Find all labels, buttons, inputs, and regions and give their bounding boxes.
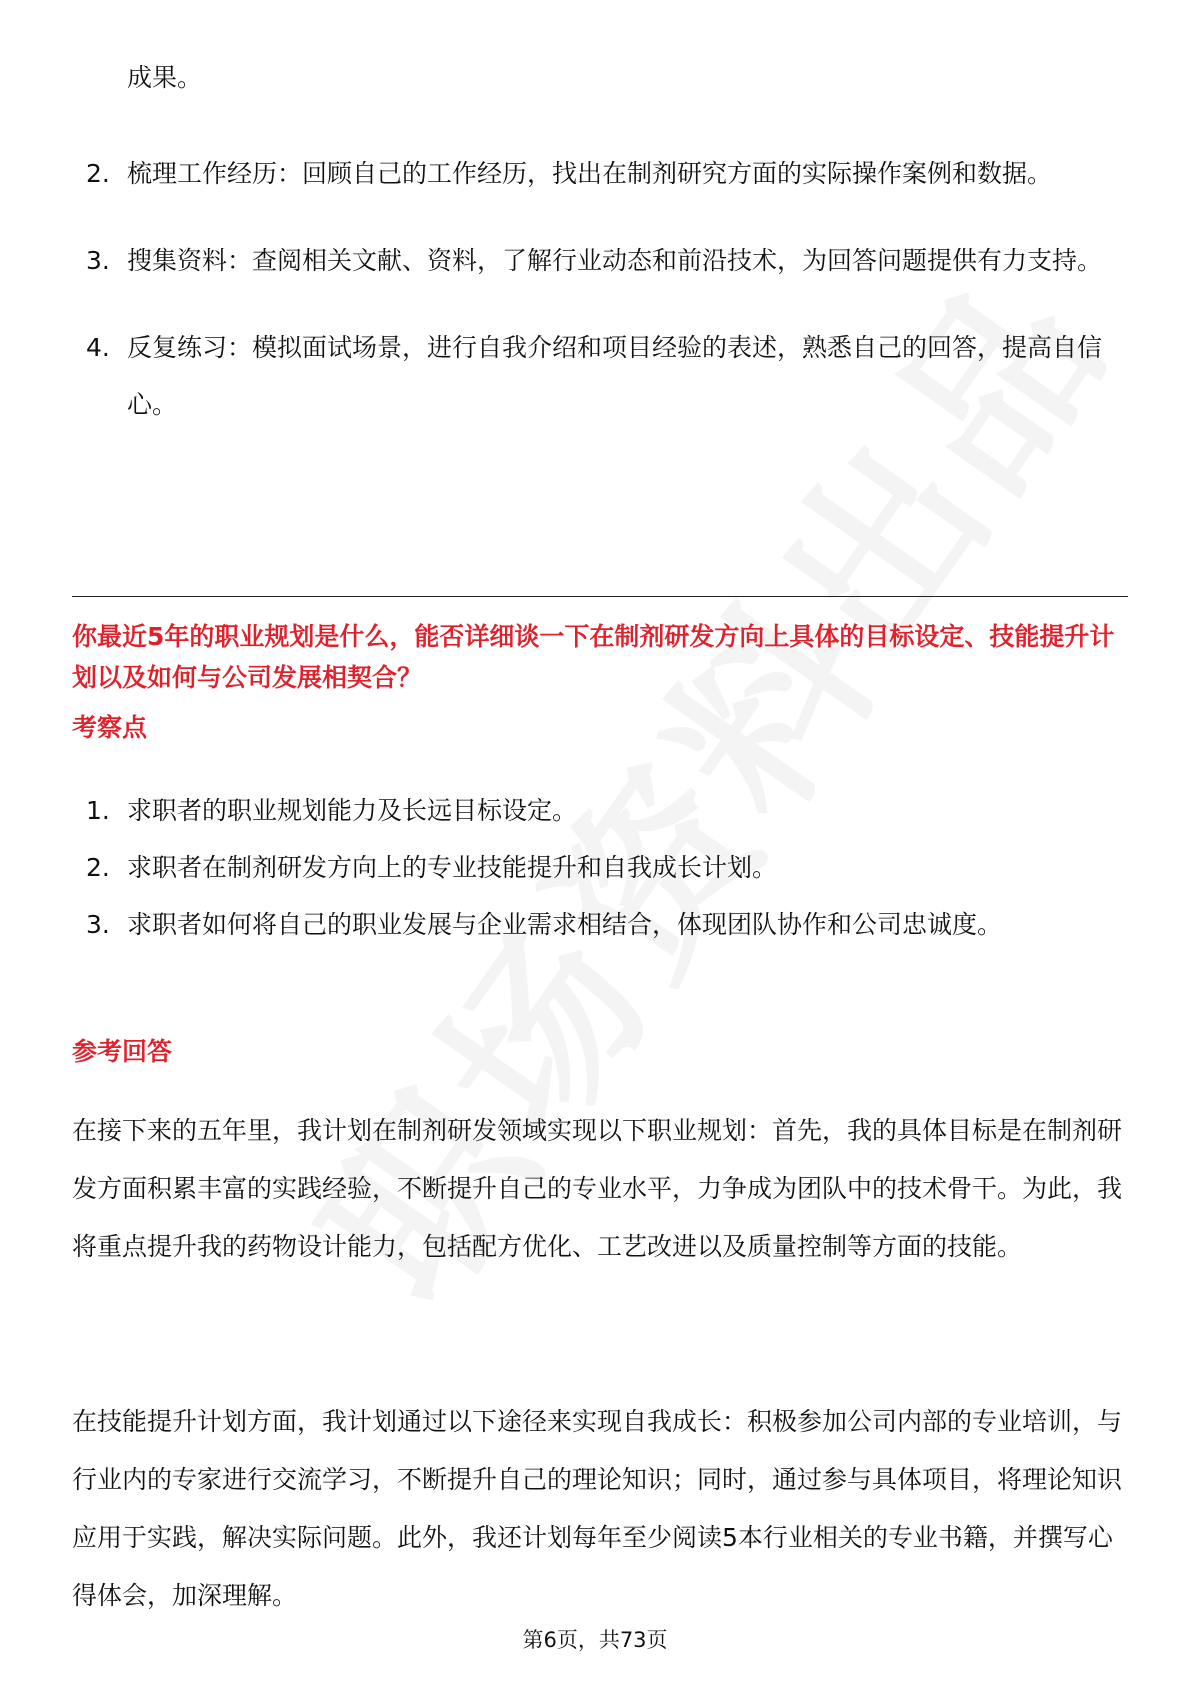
list-item: [72, 232, 1132, 289]
continued-text: 成果。: [127, 63, 203, 92]
list-text: 求职者如何将自己的职业发展与企业需求相结合，体现团队协作和公司忠诚度。: [127, 910, 1003, 939]
points-heading: 考察点: [72, 713, 148, 742]
answer-paragraph: 在技能提升计划方面，我计划通过以下途径来实现自我成长：积极参加公司内部的专业培训，与行业内的专家进行交流学习，不断提升自己的理论知识；同时，通过参与具体项目，将理论知识应用于实践，解决实际问题。此外，我还计划每年至少阅读5本行业相关的专业书籍，并撰写心得体会，加深理解。: [72, 1407, 1123, 1610]
list-item: [72, 319, 1132, 433]
list-item: [72, 839, 1132, 896]
preparation-steps-list: [72, 145, 1132, 463]
section-divider: [72, 596, 1128, 597]
answer-heading: 参考回答: [72, 1037, 173, 1066]
list-item: [72, 896, 1132, 953]
list-number: 3.: [86, 910, 110, 939]
list-text: 反复练习：模拟面试场景，进行自我介绍和项目经验的表述，熟悉自己的回答，提高自信心。: [127, 333, 1103, 419]
list-item: [72, 782, 1132, 839]
assessment-points-list: [72, 782, 1132, 953]
list-item: [72, 145, 1132, 202]
list-text: 求职者在制剂研发方向上的专业技能提升和自我成长计划。: [127, 853, 778, 882]
list-text: 搜集资料：查阅相关文献、资料，了解行业动态和前沿技术，为回答问题提供有力支持。: [127, 246, 1103, 275]
list-number: 1.: [86, 796, 110, 825]
list-number: 3.: [86, 246, 110, 275]
list-number: 4.: [86, 333, 110, 362]
list-text: 求职者的职业规划能力及长远目标设定。: [127, 796, 578, 825]
page-footer: 第6页，共73页: [522, 1628, 668, 1652]
answer-paragraph: 在接下来的五年里，我计划在制剂研发领域实现以下职业规划：首先，我的具体目标是在制剂研发方面积累丰富的实践经验，不断提升自己的专业水平，力争成为团队中的技术骨干。为此，我将重点提升我的药物设计能力，包括配方优化、工艺改进以及质量控制等方面的技能。: [72, 1116, 1123, 1261]
question-title: 你最近5年的职业规划是什么，能否详细谈一下在制剂研发方向上具体的目标设定、技能提升计划以及如何与公司发展相契合？: [72, 622, 1115, 692]
list-text: 梳理工作经历：回顾自己的工作经历，找出在制剂研究方面的实际操作案例和数据。: [127, 159, 1053, 188]
list-number: 2.: [86, 159, 110, 188]
list-number: 2.: [86, 853, 110, 882]
